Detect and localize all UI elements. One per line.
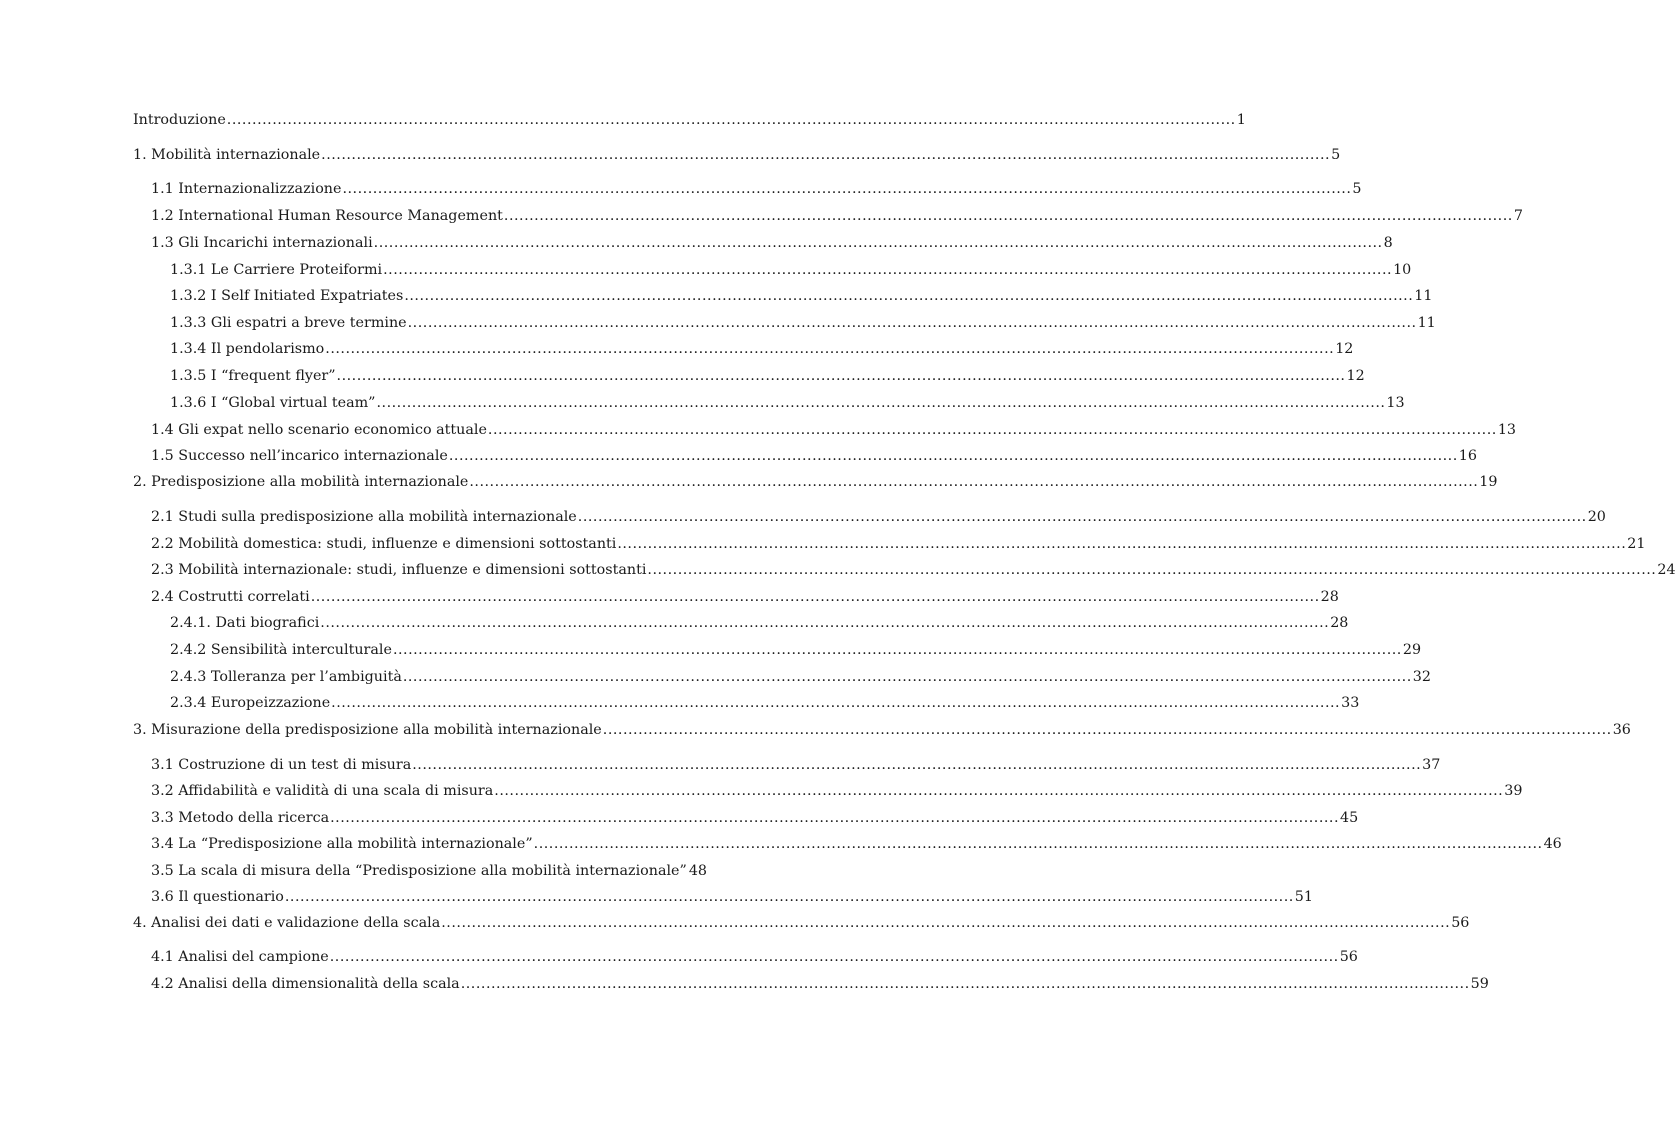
toc-leader-dots: ........................................................................................................................................................................................................ bbox=[376, 395, 1386, 411]
toc-entry-page: 7 bbox=[1513, 208, 1523, 224]
toc-entry[interactable] bbox=[151, 233, 1393, 253]
toc-entry-page: 13 bbox=[1497, 422, 1517, 438]
toc-entry-title: 4. Analisi dei dati e validazione della scala bbox=[133, 915, 441, 931]
toc-entry-page: 1 bbox=[1236, 112, 1246, 128]
toc-entry-title: 3.2 Affidabilità e validità di una scala di misura bbox=[151, 783, 494, 799]
toc-entry-title: 3.6 Il questionario bbox=[151, 889, 284, 905]
toc-entry-title: 3.4 La “Predisposizione alla mobilità internazionale” bbox=[151, 836, 533, 852]
toc-entry[interactable] bbox=[151, 587, 1339, 607]
toc-entry[interactable] bbox=[170, 667, 1431, 687]
toc-leader-dots: ........................................................................................................................................................................................................ bbox=[404, 288, 1414, 304]
toc-entry-title: 2.4.1. Dati biografici bbox=[170, 615, 320, 631]
toc-entry-page: 20 bbox=[1587, 509, 1606, 525]
toc-entry-page: 11 bbox=[1417, 315, 1436, 331]
toc-entry[interactable] bbox=[170, 393, 1405, 413]
toc-entry-title: 2. Predisposizione alla mobilità internazionale bbox=[133, 474, 469, 490]
toc-leader-dots: ........................................................................................................................................................................................................ bbox=[647, 562, 1657, 578]
toc-entry-title: 1.3.2 I Self Initiated Expatriates bbox=[170, 288, 404, 304]
toc-entry-page: 59 bbox=[1470, 976, 1489, 992]
toc-entry[interactable] bbox=[151, 446, 1477, 466]
toc-entry[interactable] bbox=[133, 720, 1631, 740]
toc-entry-title: 1.2 International Human Resource Management bbox=[151, 208, 503, 224]
toc-entry-page: 13 bbox=[1386, 395, 1405, 411]
toc-entry-title: 1.3.3 Gli espatri a breve termine bbox=[170, 315, 407, 331]
toc-entry[interactable] bbox=[170, 260, 1412, 280]
toc-entry-page: 56 bbox=[1451, 915, 1470, 931]
toc-entry-page: 51 bbox=[1294, 889, 1313, 905]
toc-entry-page: 11 bbox=[1414, 288, 1433, 304]
toc-entry[interactable] bbox=[151, 808, 1359, 828]
toc-leader-dots: ........................................................................................................................................................................................................ bbox=[330, 810, 1340, 826]
toc-entry-page: 48 bbox=[688, 863, 708, 879]
toc-leader-dots: ........................................................................................................................................................................................................ bbox=[226, 112, 1236, 128]
toc-entry[interactable] bbox=[133, 145, 1341, 165]
toc-entry-title: 1.4 Gli expat nello scenario economico attuale bbox=[151, 422, 487, 438]
toc-entry-page: 29 bbox=[1402, 642, 1422, 658]
toc-entry[interactable] bbox=[170, 640, 1422, 660]
toc-entry-page: 45 bbox=[1340, 810, 1359, 826]
toc-entry-page: 56 bbox=[1339, 949, 1358, 965]
toc-leader-dots: ........................................................................................................................................................................................................ bbox=[373, 235, 1383, 251]
toc-leader-dots: ........................................................................................................................................................................................................ bbox=[617, 536, 1627, 552]
toc-entry[interactable] bbox=[170, 286, 1433, 306]
toc-leader-dots: ........................................................................................................................................................................................................ bbox=[325, 341, 1335, 357]
toc-leader-dots: ........................................................................................................................................................................................................ bbox=[577, 509, 1587, 525]
toc-entry-page: 5 bbox=[1331, 147, 1341, 163]
toc-entry[interactable] bbox=[133, 472, 1498, 492]
toc-entry[interactable] bbox=[151, 947, 1358, 967]
toc-entry-title: 1.3.6 I “Global virtual team” bbox=[170, 395, 376, 411]
toc-entry[interactable] bbox=[151, 781, 1523, 801]
toc-entry-page: 46 bbox=[1543, 836, 1562, 852]
toc-entry-title: 1.3.1 Le Carriere Proteiformi bbox=[170, 262, 383, 278]
toc-entry-title: 3.1 Costruzione di un test di misura bbox=[151, 757, 412, 773]
toc-entry-page: 33 bbox=[1341, 695, 1360, 711]
toc-entry-page: 8 bbox=[1383, 235, 1393, 251]
toc-entry-page: 5 bbox=[1352, 181, 1362, 197]
toc-leader-dots: ........................................................................................................................................................................................................ bbox=[383, 262, 1393, 278]
toc-entry-page: 19 bbox=[1479, 474, 1498, 490]
toc-entry[interactable] bbox=[170, 693, 1360, 713]
toc-entry-title: 1.3 Gli Incarichi internazionali bbox=[151, 235, 373, 251]
toc-entry-title: 2.4.3 Tolleranza per l’ambiguità bbox=[170, 669, 402, 685]
toc-entry[interactable] bbox=[170, 313, 1436, 333]
toc-leader-dots: ........................................................................................................................................................................................................ bbox=[469, 474, 1479, 490]
toc-leader-dots: ........................................................................................................................................................................................................ bbox=[310, 589, 1320, 605]
toc-entry-title: 3. Misurazione della predisposizione alla mobilità internazionale bbox=[133, 722, 602, 738]
toc-leader-dots: ........................................................................................................................................................................................................ bbox=[342, 181, 1352, 197]
toc-leader-dots: ........................................................................................................................................................................................................ bbox=[402, 669, 1412, 685]
toc-entry-title: 2.1 Studi sulla predisposizione alla mobilità internazionale bbox=[151, 509, 577, 525]
toc-entry[interactable] bbox=[151, 887, 1313, 907]
toc-entry[interactable] bbox=[170, 339, 1354, 359]
toc-leader-dots: ........................................................................................................................................................................................................ bbox=[441, 915, 1451, 931]
toc-leader-dots: ........................................................................................................................................................................................................ bbox=[331, 695, 1341, 711]
toc-entry-title: 1. Mobilità internazionale bbox=[133, 147, 321, 163]
toc-entry-title: 2.2 Mobilità domestica: studi, influenze e dimensioni sottostanti bbox=[151, 536, 617, 552]
toc-entry-title: Introduzione bbox=[133, 112, 226, 128]
toc-entry-page: 37 bbox=[1422, 757, 1441, 773]
toc-entry[interactable] bbox=[170, 366, 1365, 386]
toc-entry-page: 10 bbox=[1393, 262, 1412, 278]
toc-entry-page: 21 bbox=[1627, 536, 1646, 552]
toc-entry-title: 1.1 Internazionalizzazione bbox=[151, 181, 342, 197]
toc-entry-page: 39 bbox=[1504, 783, 1523, 799]
toc-entry-page: 32 bbox=[1412, 669, 1431, 685]
toc-entry[interactable] bbox=[151, 206, 1523, 226]
toc-entry-title: 3.5 La scala di misura della “Predisposizione alla mobilità internazionale” bbox=[151, 863, 687, 879]
toc-leader-dots: ........................................................................................................................................................................................................ bbox=[412, 757, 1422, 773]
toc-entry-page: 16 bbox=[1458, 448, 1477, 464]
toc-entry-title: 2.4 Costrutti correlati bbox=[151, 589, 310, 605]
toc-entry-title: 2.3 Mobilità internazionale: studi, influenze e dimensioni sottostanti bbox=[151, 562, 647, 578]
toc-entry[interactable] bbox=[151, 560, 1676, 580]
toc-leader-dots: ........................................................................................................................................................................................................ bbox=[494, 783, 1504, 799]
toc-entry[interactable] bbox=[133, 913, 1470, 933]
toc-leader-dots: ........................................................................................................................................................................................................ bbox=[533, 836, 1543, 852]
toc-entry[interactable] bbox=[151, 534, 1646, 554]
toc-leader-dots: ........................................................................................................................................................................................................ bbox=[329, 949, 1339, 965]
toc-entry-title: 1.5 Successo nell’incarico internazionale bbox=[151, 448, 448, 464]
toc-entry[interactable] bbox=[151, 179, 1362, 199]
toc-entry-page: 28 bbox=[1330, 615, 1349, 631]
toc-leader-dots: ........................................................................................................................................................................................................ bbox=[602, 722, 1612, 738]
toc-leader-dots: ........................................................................................................................................................................................................ bbox=[320, 615, 1330, 631]
toc-entry-title: 2.4.2 Sensibilità interculturale bbox=[170, 642, 392, 658]
toc-entry-title: 1.3.4 Il pendolarismo bbox=[170, 341, 325, 357]
toc-entry-title: 4.1 Analisi del campione bbox=[151, 949, 329, 965]
toc-entry[interactable] bbox=[170, 613, 1349, 633]
toc-entry-title: 1.3.5 I “frequent flyer” bbox=[170, 368, 336, 384]
toc-leader-dots: ........................................................................................................................................................................................................ bbox=[321, 147, 1331, 163]
toc-leader-dots: ........................................................................................................................................................................................................ bbox=[503, 208, 1513, 224]
toc-leader-dots: ........................................................................................................................................................................................................ bbox=[460, 976, 1470, 992]
toc-leader-dots: ........................................................................................................................................................................................................ bbox=[448, 448, 1458, 464]
toc-entry-page: 12 bbox=[1346, 368, 1365, 384]
toc-leader-dots: ........................................................................................................................................................................................................ bbox=[407, 315, 1417, 331]
toc-entry-title: 4.2 Analisi della dimensionalità della scala bbox=[151, 976, 460, 992]
toc-entry-page: 12 bbox=[1335, 341, 1354, 357]
toc-entry[interactable] bbox=[151, 420, 1517, 440]
toc-entry[interactable] bbox=[151, 755, 1441, 775]
toc-entry[interactable] bbox=[151, 507, 1606, 527]
toc-entry-page: 36 bbox=[1612, 722, 1631, 738]
toc-leader-dots: ........................................................................................................................................................................................................ bbox=[284, 889, 1294, 905]
toc-leader-dots: ........................................................................................................................................................................................................ bbox=[487, 422, 1497, 438]
toc-entry-title: 2.3.4 Europeizzazione bbox=[170, 695, 331, 711]
toc-entry[interactable] bbox=[133, 110, 1246, 130]
toc-entry-page: 24 bbox=[1657, 562, 1676, 578]
toc-entry-page: 28 bbox=[1320, 589, 1339, 605]
toc-entry[interactable] bbox=[151, 861, 708, 881]
toc-entry[interactable] bbox=[151, 974, 1489, 994]
toc-leader-dots: ........................................................................................................................................................................................................ bbox=[336, 368, 1346, 384]
toc-entry[interactable] bbox=[151, 834, 1562, 854]
toc-entry-title: 3.3 Metodo della ricerca bbox=[151, 810, 330, 826]
toc-leader-dots: ........................................................................................................................................................................................................ bbox=[392, 642, 1402, 658]
